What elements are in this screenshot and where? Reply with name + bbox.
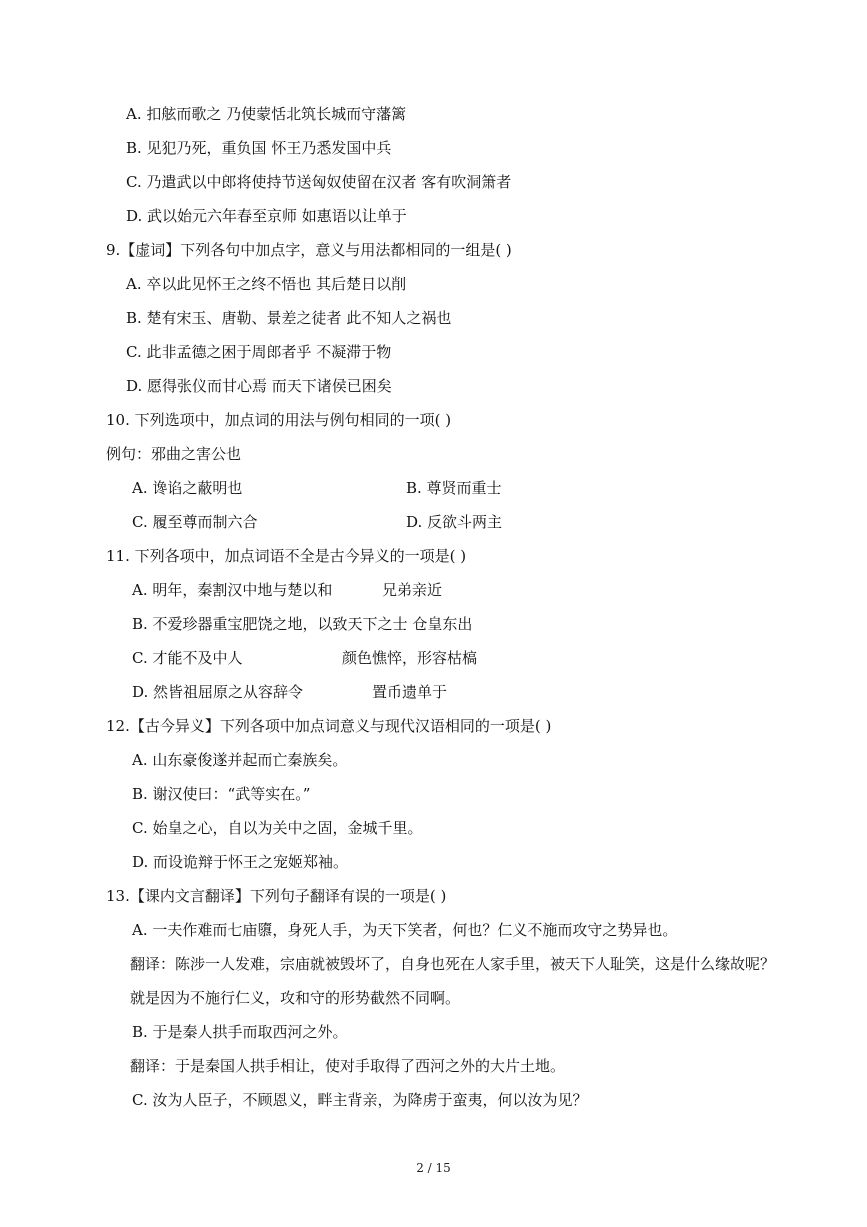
q8-option-a: A. 扣舷而歌之 乃使蒙恬北筑长城而守藩篱 bbox=[126, 105, 407, 123]
q13-option-a-translation-cont: 就是因为不施行仁义，攻和守的形势截然不同啊。 bbox=[130, 989, 461, 1007]
q9-stem: 9.【虚词】下列各句中加点字，意义与用法都相同的一组是( ) bbox=[106, 241, 512, 259]
q8-option-b: B. 见犯乃死，重负国 怀王乃悉发国中兵 bbox=[126, 139, 392, 157]
q12-option-d: D. 而设诡辩于怀王之宠姬郑袖。 bbox=[132, 853, 349, 871]
q13-option-a: A. 一夫作难而七庙隳，身死人手，为天下笑者，何也？仁义不施而攻守之势异也。 bbox=[132, 921, 678, 939]
q13-option-b: B. 于是秦人拱手而取西河之外。 bbox=[132, 1023, 348, 1041]
q12-option-c: C. 始皇之心，自以为关中之固，金城千里。 bbox=[132, 819, 423, 837]
q8-option-d: D. 武以始元六年春至京师 如惠语以让单于 bbox=[126, 207, 407, 225]
q11-option-a-second: 兄弟亲近 bbox=[382, 581, 443, 599]
q10-option-a: A. 谗谄之蔽明也 bbox=[132, 479, 243, 497]
q12-option-b: B. 谢汉使曰：“武等实在。” bbox=[132, 785, 311, 803]
q9-option-c: C. 此非孟德之困于周郎者乎 不凝滞于物 bbox=[126, 343, 392, 361]
q11-stem: 11. 下列各项中，加点词语不全是古今异义的一项是( ) bbox=[106, 547, 467, 565]
q11-option-b: B. 不爱珍器重宝肥饶之地，以致天下之士 仓皇东出 bbox=[132, 615, 473, 633]
q13-option-a-translation: 翻译：陈涉一人发难，宗庙就被毁坏了，自身也死在人家手里，被天下人耻笑，这是什么缘故呢？ bbox=[130, 955, 776, 973]
q11-option-d: D. 然皆祖屈原之从容辞令 bbox=[132, 683, 304, 701]
q11-option-c-second: 颜色憔悴，形容枯槁 bbox=[342, 649, 478, 667]
q10-example: 例句：邪曲之害公也 bbox=[106, 445, 242, 463]
q10-option-b: B. 尊贤而重士 bbox=[406, 479, 502, 497]
q9-option-b: B. 楚有宋玉、唐勒、景差之徒者 此不知人之祸也 bbox=[126, 309, 452, 327]
q10-option-c: C. 履至尊而制六合 bbox=[132, 513, 258, 531]
q11-option-d-second: 置币遗单于 bbox=[372, 683, 448, 701]
q10-stem: 10. 下列选项中，加点词的用法与例句相同的一项( ) bbox=[106, 411, 452, 429]
q13-option-c: C. 汝为人臣子，不顾恩义，畔主背亲，为降虏于蛮夷，何以汝为见？ bbox=[132, 1091, 588, 1109]
q12-stem: 12.【古今异义】下列各项中加点词意义与现代汉语相同的一项是( ) bbox=[106, 717, 552, 735]
q13-option-b-translation: 翻译：于是秦国人拱手相让，使对手取得了西河之外的大片土地。 bbox=[130, 1057, 566, 1075]
q9-option-a: A. 卒以此见怀王之终不悟也 其后楚日以削 bbox=[126, 275, 407, 293]
page-number: 2 / 15 bbox=[416, 1161, 451, 1175]
q10-option-d: D. 反欲斗两主 bbox=[406, 513, 503, 531]
q11-option-a: A. 明年，秦割汉中地与楚以和 bbox=[132, 581, 333, 599]
q12-option-a: A. 山东豪俊遂并起而亡秦族矣。 bbox=[132, 751, 348, 769]
q13-stem: 13.【课内文言翻译】下列句子翻译有误的一项是( ) bbox=[106, 887, 447, 905]
q11-option-c: C. 才能不及中人 bbox=[132, 649, 243, 667]
q8-option-c: C. 乃遣武以中郎将使持节送匈奴使留在汉者 客有吹洞箫者 bbox=[126, 173, 512, 191]
q9-option-d: D. 愿得张仪而甘心焉 而天下诸侯已困矣 bbox=[126, 377, 392, 395]
